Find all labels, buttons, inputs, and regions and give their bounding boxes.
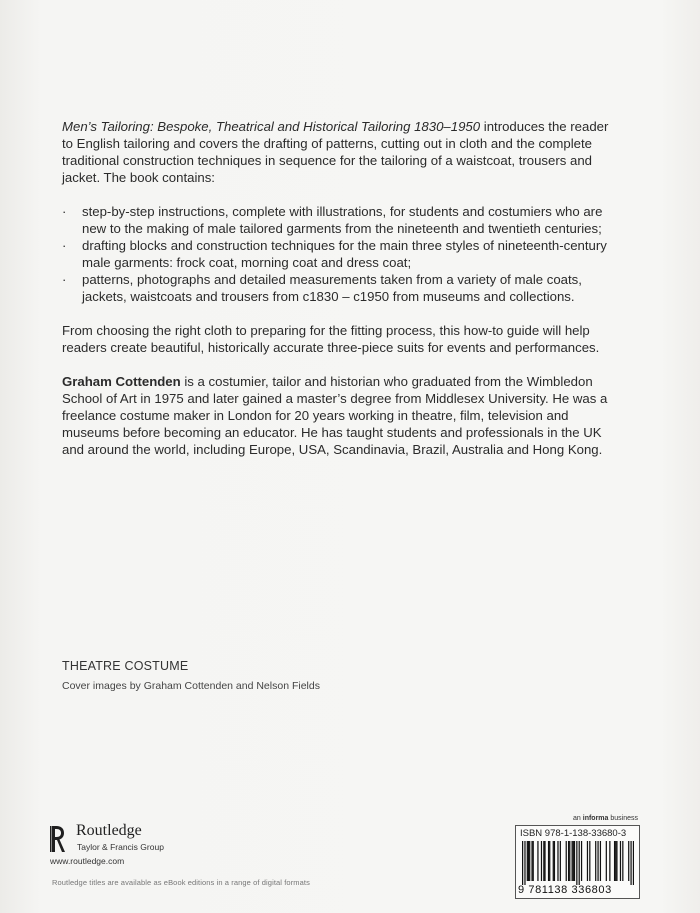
barcode-bar [622, 841, 623, 881]
publisher-group: Taylor & Francis Group [77, 842, 164, 852]
author-name: Graham Cottenden [62, 374, 181, 389]
barcode-bar [606, 841, 607, 881]
barcode-bar [543, 841, 544, 881]
bullet-marker: · [62, 272, 67, 287]
barcode-number: 9 781138 336803 [518, 884, 612, 896]
barcode-bar [553, 841, 554, 881]
barcode-bar [554, 841, 555, 881]
series-name: THEATRE COSTUME [62, 659, 189, 673]
list-item [62, 271, 622, 305]
barcode-bar [533, 841, 534, 881]
barcode-bar [541, 841, 542, 881]
barcode-bar [548, 841, 549, 881]
barcode-bar [595, 841, 596, 881]
ebook-note: Routledge titles are available as eBook editions in a range of digital formats [52, 878, 310, 887]
cover-credits: Cover images by Graham Cottenden and Nelson Fields [62, 680, 320, 692]
intro-paragraph [62, 118, 622, 186]
bullet-marker: · [62, 238, 67, 253]
barcode-bar [581, 841, 582, 881]
list-item [62, 203, 622, 237]
list-item-text: patterns, photographs and detailed measurements taken from a variety of male coats, jackets, waistcoats and trousers from c1830 – c1950 from museums and collections. [82, 272, 582, 304]
list-item [62, 237, 622, 271]
barcode-bar [615, 841, 616, 881]
barcode-panel [515, 825, 640, 899]
contents-list [62, 203, 622, 305]
barcode-bar [572, 841, 573, 881]
barcode-bar [573, 841, 574, 881]
barcode-block [515, 815, 640, 900]
barcode-bar [597, 841, 598, 881]
barcode-bar [528, 841, 529, 881]
book-title: Men’s Tailoring: Bespoke, Theatrical and Historical Tailoring 1830–1950 [62, 119, 481, 134]
barcode-bar [527, 841, 528, 881]
barcode-bar [614, 841, 615, 881]
publisher-website: www.routledge.com [50, 856, 125, 866]
barcode-bar [569, 841, 570, 881]
barcode-bar [568, 841, 569, 881]
barcode-bar [531, 841, 532, 881]
list-item-text: step-by-step instructions, complete with illustrations, for students and costumiers who are new to the making of male tailored garments from the nineteenth and twentieth centuries; [82, 204, 603, 236]
barcode-bar [579, 841, 580, 885]
cover-blurb [62, 118, 622, 458]
intro-text: introduces the reader to English tailoring and covers the drafting of patterns, cutting out in cloth and the complete traditional construction techniques in sequence for the tailoring of a waistcoat, trousers and jacket. The book contains: [62, 119, 609, 185]
barcode-bar [576, 841, 577, 885]
routledge-r-icon [50, 824, 66, 854]
barcode-bar [589, 841, 590, 881]
author-bio: is a costumier, tailor and historian who graduated from the Wimbledon School of Art in 1975 and later gained a master’s degree from Middlesex University. He was a freelance costume maker in London for 20 years working in theatre, film, television and museums before becoming an educator. He has taught students and professionals in the UK and around the world, including Europe, USA, Scandinavia, Brazil, Australia and Hong Kong. [62, 374, 608, 457]
barcode-bar [609, 841, 610, 881]
barcode-bar [544, 841, 545, 881]
barcode-bar [616, 841, 617, 881]
informa-brand: informa [582, 815, 609, 822]
barcode-bar [537, 841, 538, 881]
barcode-bar [557, 841, 558, 881]
author-bio-paragraph [62, 373, 622, 458]
barcode-bar [620, 841, 621, 881]
barcode-bar [566, 841, 567, 881]
barcode-bar [633, 841, 634, 885]
barcode-bar [522, 841, 523, 885]
barcode-graphic [522, 841, 634, 885]
list-item-text: drafting blocks and construction techniques for the main three styles of nineteenth-century male garments: frock coat, morning coat and dress coat; [82, 238, 607, 270]
bullet-marker: · [62, 204, 67, 219]
barcode-bar [524, 841, 525, 885]
informa-prefix: an [573, 815, 583, 822]
informa-suffix: business [608, 815, 638, 822]
barcode-bar [628, 841, 629, 881]
barcode-bar [560, 841, 561, 881]
barcode-bar [574, 841, 575, 881]
barcode-bar [549, 841, 550, 881]
isbn-label: ISBN 978-1-138-33680-3 [520, 828, 627, 839]
publisher-name: Routledge [76, 822, 142, 839]
barcode-bar [630, 841, 631, 885]
barcode-bar [600, 841, 601, 881]
informa-tagline [573, 815, 638, 822]
summary-paragraph: From choosing the right cloth to preparing for the fitting process, this how-to guide will help readers create beautiful, historically accurate three-piece suits for events and performances. [62, 323, 600, 355]
barcode-bar [529, 841, 530, 881]
barcode-bar [587, 841, 588, 881]
